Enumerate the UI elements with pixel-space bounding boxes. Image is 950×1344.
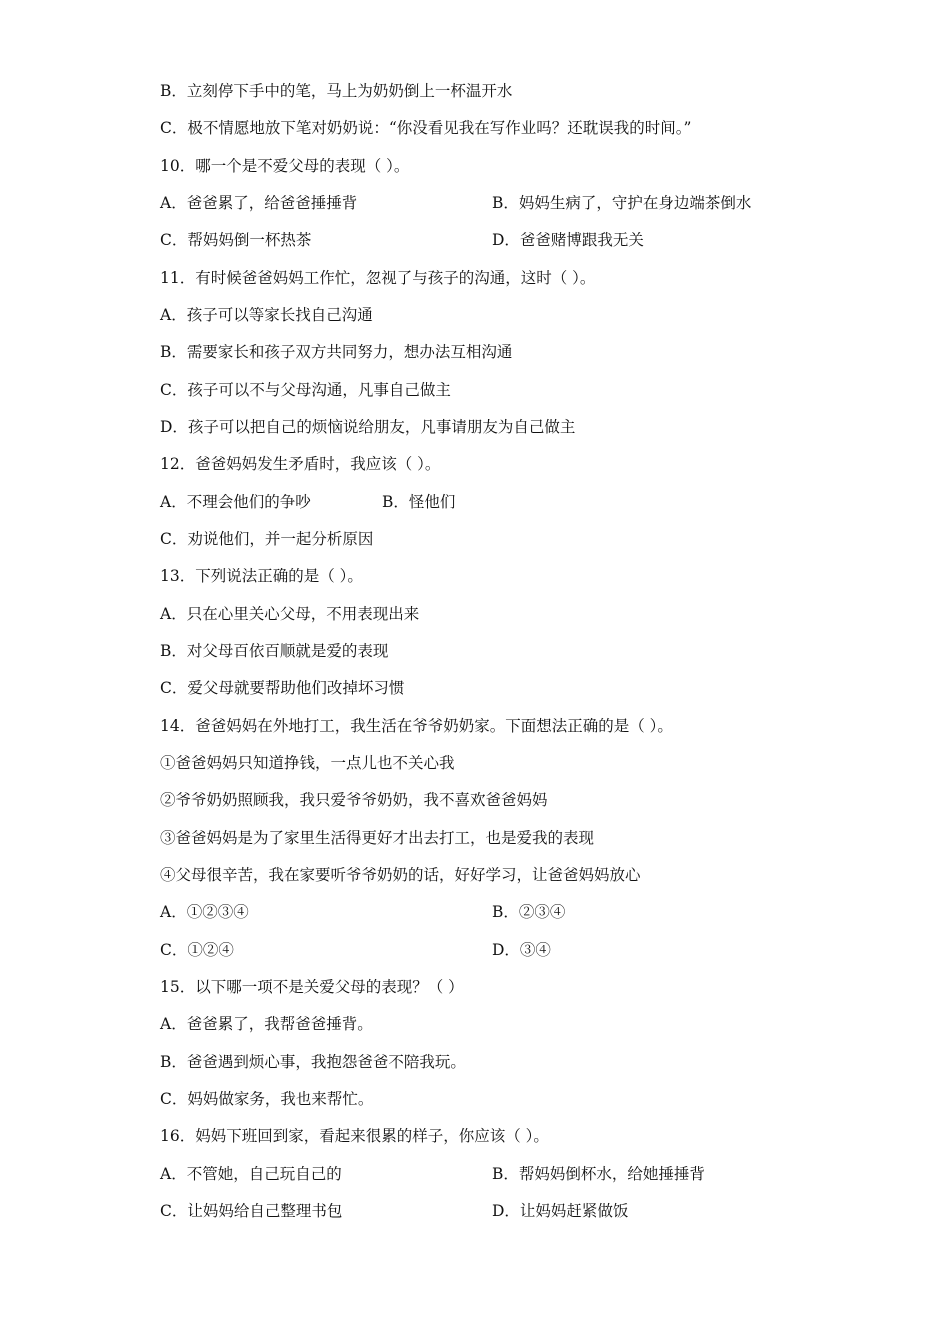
q14-option-b: B．②③④	[492, 903, 566, 921]
q13-question: 13．下列说法正确的是（ ）。	[160, 567, 363, 585]
q11-question: 11．有时候爸爸妈妈工作忙，忽视了与孩子的沟通，这时（ ）。	[160, 269, 596, 287]
q15-option-b: B．爸爸遇到烦心事，我抱怨爸爸不陪我玩。	[160, 1053, 466, 1071]
q16-option-c: C．让妈妈给自己整理书包	[160, 1202, 343, 1220]
q16-option-d: D．让妈妈赶紧做饭	[492, 1202, 629, 1220]
q15-option-c: C．妈妈做家务，我也来帮忙。	[160, 1090, 374, 1108]
q11-option-b: B．需要家长和孩子双方共同努力，想办法互相沟通	[160, 343, 513, 361]
q10-question: 10．哪一个是不爱父母的表现（ ）。	[160, 157, 410, 175]
q14-statement-2: ②爷爷奶奶照顾我，我只爱爷爷奶奶，我不喜欢爸爸妈妈	[160, 791, 548, 809]
q16-option-b: B．帮妈妈倒杯水，给她捶捶背	[492, 1165, 705, 1183]
q16-option-a: A．不管她，自己玩自己的	[160, 1165, 342, 1183]
q14-option-c: C．①②④	[160, 941, 234, 959]
q13-option-b: B．对父母百依百顺就是爱的表现	[160, 642, 389, 660]
q9-option-b: B．立刻停下手中的笔，马上为奶奶倒上一杯温开水	[160, 82, 513, 100]
q14-option-a: A．①②③④	[160, 903, 249, 921]
q15-question: 15．以下哪一项不是关爱父母的表现？（ ）	[160, 978, 464, 996]
q14-statement-4: ④父母很辛苦，我在家要听爷爷奶奶的话，好好学习，让爸爸妈妈放心	[160, 866, 641, 884]
q10-option-d: D．爸爸赌博跟我无关	[492, 231, 644, 249]
q10-option-a: A．爸爸累了，给爸爸捶捶背	[160, 194, 358, 212]
q12-option-b: B．怪他们	[382, 493, 456, 511]
q14-question: 14．爸爸妈妈在外地打工，我生活在爷爷奶奶家。下面想法正确的是（ ）。	[160, 717, 673, 735]
q13-option-a: A．只在心里关心父母，不用表现出来	[160, 605, 420, 623]
q11-option-d: D．孩子可以把自己的烦恼说给朋友，凡事请朋友为自己做主	[160, 418, 576, 436]
q10-option-c: C．帮妈妈倒一杯热茶	[160, 231, 312, 249]
q11-option-c: C．孩子可以不与父母沟通，凡事自己做主	[160, 381, 451, 399]
q14-statement-1: ①爸爸妈妈只知道挣钱，一点儿也不关心我	[160, 754, 455, 772]
q12-option-a: A．不理会他们的争吵	[160, 493, 311, 511]
q11-option-a: A．孩子可以等家长找自己沟通	[160, 306, 373, 324]
q13-option-c: C．爱父母就要帮助他们改掉坏习惯	[160, 679, 405, 697]
q14-option-d: D．③④	[492, 941, 551, 959]
q9-option-c: C．极不情愿地放下笔对奶奶说：“你没看见我在写作业吗？还耽误我的时间。”	[160, 119, 692, 137]
q12-question: 12．爸爸妈妈发生矛盾时，我应该（ ）。	[160, 455, 441, 473]
q12-option-c: C．劝说他们，并一起分析原因	[160, 530, 374, 548]
q10-option-b: B．妈妈生病了，守护在身边端茶倒水	[492, 194, 752, 212]
q16-question: 16．妈妈下班回到家，看起来很累的样子，你应该（ ）。	[160, 1127, 549, 1145]
q15-option-a: A．爸爸累了，我帮爸爸捶背。	[160, 1015, 373, 1033]
q14-statement-3: ③爸爸妈妈是为了家里生活得更好才出去打工，也是爱我的表现	[160, 829, 595, 847]
